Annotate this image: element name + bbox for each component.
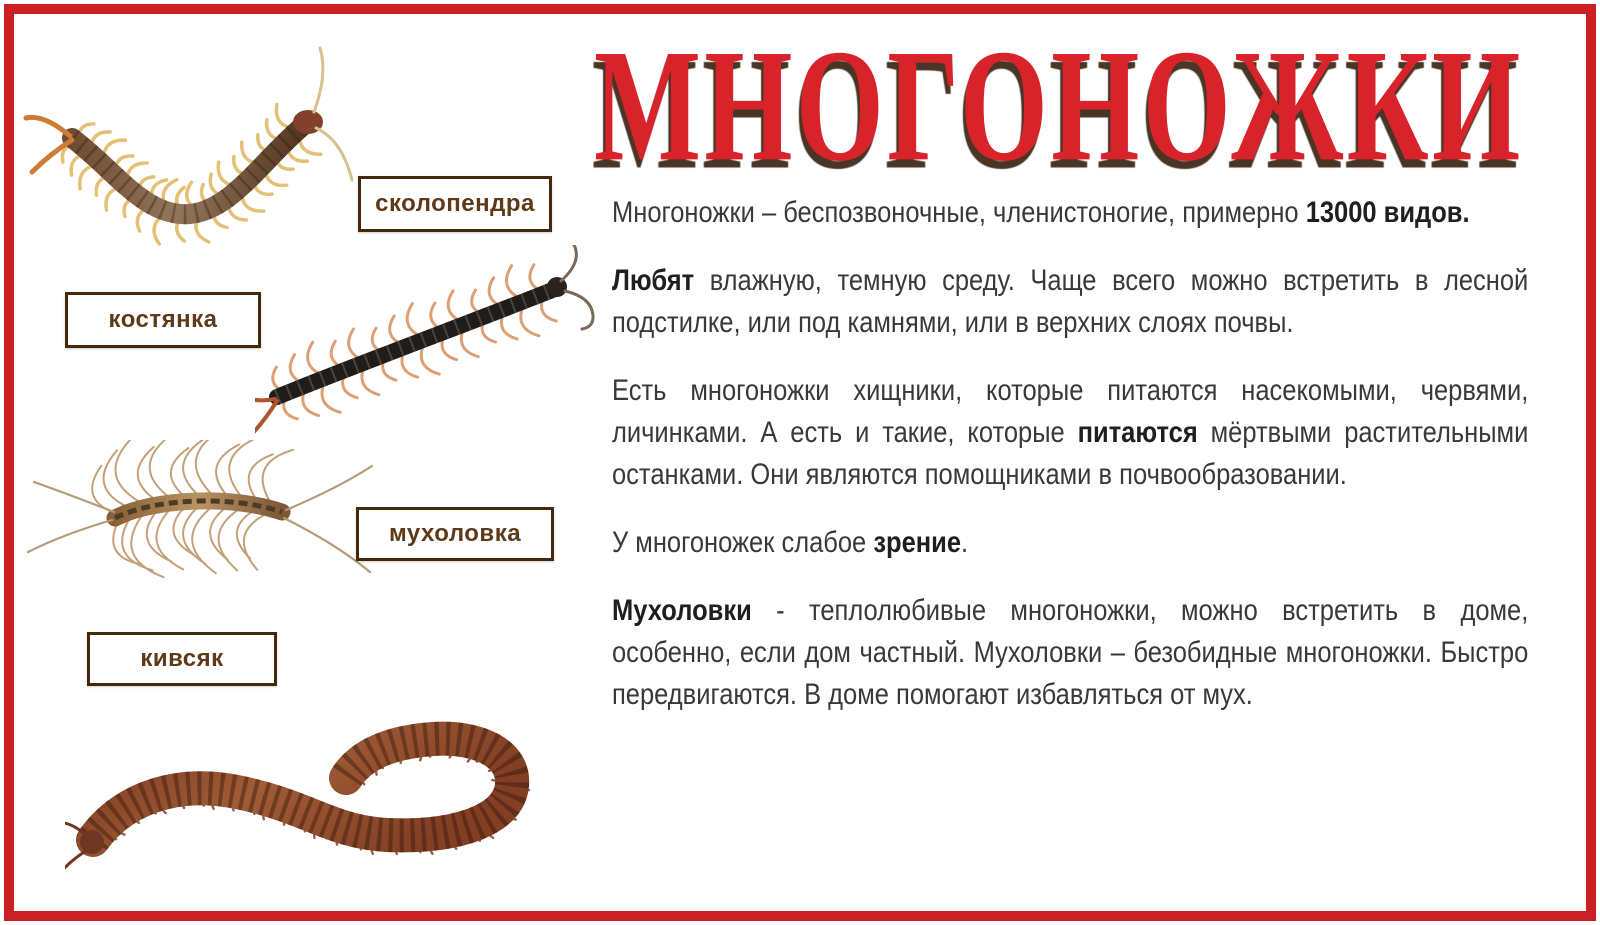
label-mukholovka-text: мухоловка	[388, 520, 522, 547]
text-segment: Любят	[612, 264, 695, 297]
body-paragraph	[612, 522, 1528, 564]
label-kostyanka	[65, 292, 261, 348]
skolopendra-tail-leg-2	[32, 140, 72, 172]
label-skolopendra-text: сколопендра	[375, 190, 535, 217]
text-segment: 13000 видов.	[1305, 196, 1470, 229]
body-paragraph	[612, 590, 1528, 716]
mukholovka-antenna-1	[286, 466, 372, 510]
label-skolopendra	[358, 176, 552, 232]
mukholovka-rear-appendage-2	[34, 482, 114, 512]
kivsyak-image	[65, 680, 565, 880]
body-paragraph	[612, 192, 1528, 234]
mukholovka-image	[20, 440, 380, 620]
mukholovka-rear-appendage-1	[28, 520, 112, 552]
kivsyak-antenna-2	[65, 850, 87, 872]
text-segment: Мухоловки	[612, 594, 752, 627]
skolopendra-image	[20, 40, 360, 255]
text-segment: У многоножек слабое	[612, 526, 874, 559]
text-segment: - теплолюбивые многоножки, можно встретить в доме, особенно, если дом частный. Мухоловки – безобидные многоножки. Быстро передвигаются. В доме помогают избавляться от мух.	[612, 594, 1529, 711]
text-segment: мёртвыми растительными останками. Они являются помощниками в почвообразовании.	[612, 416, 1529, 491]
kostyanka-image	[255, 245, 600, 445]
text-segment: Многоножки – беспозвоночные, членистоногие, примерно	[612, 196, 1306, 229]
text-segment: Есть многоножки хищники, которые питаются насекомыми, червями, личинками. А есть и такие, которые	[612, 374, 1529, 449]
page-title: МНОГОНОЖКИ	[594, 16, 1524, 196]
kostyanka-antenna-1	[561, 245, 576, 281]
label-kivsyak	[87, 632, 277, 686]
skolopendra-tail-leg-1	[26, 117, 70, 136]
text-segment: влажную, темную среду. Чаще всего можно встретить в лесной подстилке, или под камнями, или в верхних слоях почвы.	[612, 264, 1529, 339]
text-segment: зрение	[873, 526, 962, 559]
body-text	[612, 192, 1528, 742]
skolopendra-antenna-up	[314, 48, 323, 112]
label-mukholovka	[356, 507, 554, 561]
text-segment: питаются	[1077, 416, 1198, 449]
kostyanka-antenna-2	[565, 291, 593, 329]
label-kivsyak-text: кивсяк	[140, 645, 224, 672]
body-paragraph	[612, 260, 1528, 344]
text-segment: .	[961, 526, 969, 559]
kostyanka-tail-leg-2	[255, 401, 277, 437]
label-kostyanka-text: костянка	[108, 306, 218, 333]
body-paragraph	[612, 370, 1528, 496]
